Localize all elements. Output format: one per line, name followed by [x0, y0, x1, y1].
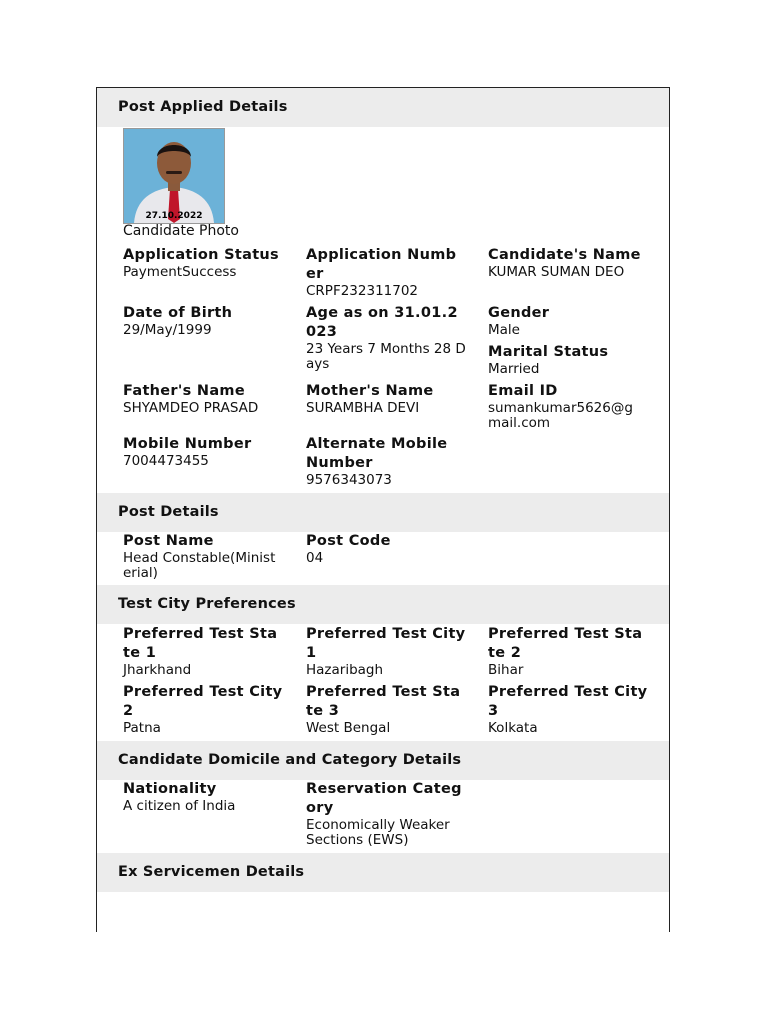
- label: Post Code: [306, 533, 391, 549]
- field-post-code: [306, 532, 466, 566]
- label: Application Number: [306, 247, 457, 282]
- label: Mobile Number: [123, 436, 252, 452]
- label: Preferred Test State 2: [488, 626, 643, 661]
- value: Male: [488, 322, 520, 338]
- section-domicile-header: Candidate Domicile and Category Details: [97, 741, 669, 780]
- label: Age as on 31.01.2023: [306, 305, 458, 340]
- value: A citizen of India: [123, 798, 236, 814]
- section-post-details-header: Post Details: [97, 493, 669, 532]
- field-mobile-number: [123, 435, 283, 469]
- label: Reservation Category: [306, 781, 462, 816]
- label: Email ID: [488, 383, 558, 399]
- label: Alternate Mobile Number: [306, 436, 448, 471]
- value: SHYAMDEO PRASAD: [123, 400, 259, 416]
- value: Head Constable(Ministerial): [123, 550, 276, 581]
- field-application-number: [306, 246, 466, 299]
- value: 7004473455: [123, 453, 209, 469]
- value: 23 Years 7 Months 28 Days: [306, 341, 466, 372]
- value: Jharkhand: [123, 662, 192, 678]
- label: Preferred Test City 1: [306, 626, 466, 661]
- field-mother-name: [306, 382, 466, 416]
- value: Kolkata: [488, 720, 538, 736]
- field-father-name: [123, 382, 283, 416]
- value: CRPF232311702: [306, 283, 419, 299]
- label: Father's Name: [123, 383, 245, 399]
- value: Patna: [123, 720, 161, 736]
- label: Preferred Test State 3: [306, 684, 461, 719]
- label: Marital Status: [488, 344, 609, 360]
- value: PaymentSuccess: [123, 264, 237, 280]
- label: Gender: [488, 305, 550, 321]
- value: SURAMBHA DEVI: [306, 400, 420, 416]
- field-alternate-mobile: [306, 435, 456, 488]
- field-application-status: [123, 246, 283, 280]
- field-test-state-2: [488, 625, 648, 678]
- application-form: [96, 87, 670, 932]
- label: Preferred Test City 2: [123, 684, 283, 719]
- label: Nationality: [123, 781, 217, 797]
- field-marital-status: [488, 343, 648, 377]
- value: West Bengal: [306, 720, 391, 736]
- field-test-city-3: [488, 683, 648, 736]
- field-date-of-birth: [123, 304, 283, 338]
- value: Economically Weaker Sections (EWS): [306, 817, 450, 848]
- value: Married: [488, 361, 540, 377]
- field-nationality: [123, 780, 283, 814]
- photo-date: 27.10.2022: [145, 211, 203, 221]
- label: Candidate's Name: [488, 247, 641, 263]
- section-ex-servicemen-header: Ex Servicemen Details: [97, 853, 669, 892]
- label: Mother's Name: [306, 383, 434, 399]
- field-age: [306, 304, 466, 372]
- value: sumankumar5626@gmail.com: [488, 400, 633, 431]
- value: KUMAR SUMAN DEO: [488, 264, 625, 280]
- field-test-state-3: [306, 683, 466, 736]
- label: Application Status: [123, 247, 279, 263]
- label: Post Name: [123, 533, 214, 549]
- value: 29/May/1999: [123, 322, 212, 338]
- candidate-photo: [123, 128, 225, 224]
- section-post-applied-header: Post Applied Details: [97, 88, 669, 127]
- field-post-name: [123, 532, 278, 581]
- field-test-state-1: [123, 625, 283, 678]
- value: Bihar: [488, 662, 524, 678]
- section-test-city-header: Test City Preferences: [97, 585, 669, 624]
- label: Date of Birth: [123, 305, 233, 321]
- field-email: [488, 382, 638, 431]
- field-candidate-name: [488, 246, 648, 280]
- label: Preferred Test City 3: [488, 684, 648, 719]
- field-gender: [488, 304, 648, 338]
- value: 04: [306, 550, 324, 566]
- label: Preferred Test State 1: [123, 626, 278, 661]
- field-reservation-category: [306, 780, 466, 848]
- field-test-city-1: [306, 625, 466, 678]
- photo-caption: Candidate Photo: [123, 223, 239, 239]
- value: 9576343073: [306, 472, 392, 488]
- value: Hazaribagh: [306, 662, 384, 678]
- field-test-city-2: [123, 683, 283, 736]
